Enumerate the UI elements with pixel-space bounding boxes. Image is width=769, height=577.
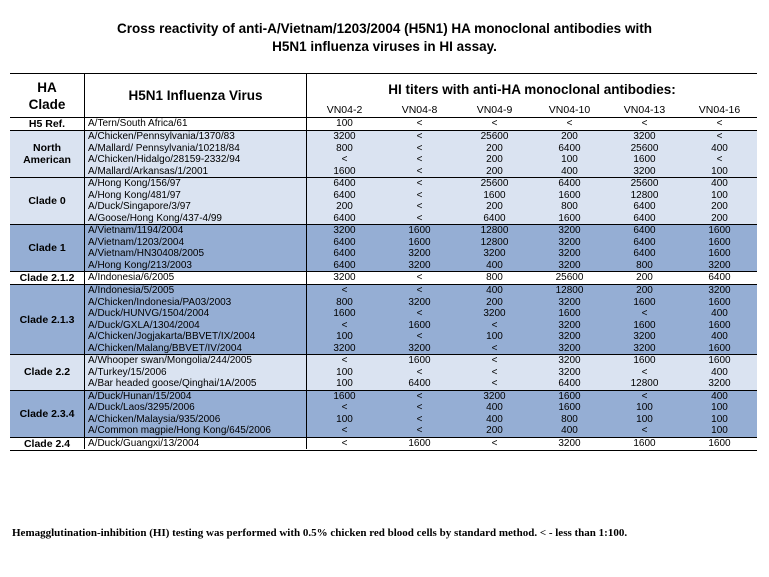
titer-cell: 1600 <box>558 390 581 402</box>
titer-cell: < <box>416 390 423 402</box>
header-mab: VN04-16 <box>698 104 741 116</box>
table-row <box>84 378 757 390</box>
titer-cell: < <box>416 366 423 378</box>
titer-cell: 3200 <box>558 355 581 366</box>
titer-cell: 100 <box>711 402 728 413</box>
virus-name: A/Vietnam/1194/2004 <box>88 225 184 236</box>
titer-cell: 1600 <box>483 189 506 201</box>
titer-cell: 400 <box>486 402 503 413</box>
titer-cell: 3200 <box>408 342 431 354</box>
titer-cell: 400 <box>711 331 728 342</box>
clade-group <box>10 354 757 390</box>
clade-group <box>10 177 757 224</box>
titer-cell: 100 <box>636 413 653 425</box>
virus-name: A/Duck/Laos/3295/2006 <box>88 402 195 413</box>
titer-values <box>306 331 757 343</box>
footnote: Hemagglutination-inhibition (HI) testing was performed with 0.5% chicken red blood cells by standard method. < - less than 1:100. <box>12 527 628 539</box>
titer-cell: 3200 <box>708 285 731 296</box>
titer-cell: < <box>641 366 648 378</box>
titer-cell: 100 <box>711 189 728 201</box>
virus-name: A/Indonesia/6/2005 <box>88 272 175 283</box>
titer-cell: 1600 <box>408 225 431 236</box>
titer-cell: 3200 <box>333 272 356 283</box>
table-row <box>84 131 757 143</box>
titer-cell: 1600 <box>633 154 656 165</box>
table-header <box>10 74 757 117</box>
titer-cell: 400 <box>486 413 503 425</box>
titer-cell: < <box>641 308 648 319</box>
titer-cell: < <box>416 413 423 425</box>
clade-group <box>10 284 757 354</box>
table-row <box>84 166 757 178</box>
titer-cell: 3200 <box>558 366 581 378</box>
titer-cell: 100 <box>336 366 353 378</box>
header-mab: VN04-2 <box>326 104 363 116</box>
titer-cell: 1600 <box>408 319 431 331</box>
titer-values <box>306 143 757 155</box>
titer-values <box>306 367 757 379</box>
table-row <box>84 391 757 403</box>
titer-cell: 6400 <box>333 189 356 201</box>
titer-cell: 3200 <box>558 437 581 449</box>
titer-cell: < <box>641 425 648 436</box>
table-title <box>0 20 769 56</box>
titer-cell: 400 <box>561 425 578 436</box>
titer-cell: 200 <box>486 425 503 436</box>
titer-cell: 6400 <box>633 236 656 248</box>
titer-cell: < <box>341 425 348 436</box>
title-line-2: H5N1 influenza viruses in HI assay. <box>272 39 497 54</box>
titer-values <box>306 131 757 143</box>
titer-values <box>306 166 757 178</box>
titer-cell: < <box>641 118 648 129</box>
titer-cell: 1600 <box>708 296 731 308</box>
titer-cell: 800 <box>561 413 578 425</box>
titer-cell: 200 <box>711 212 728 224</box>
titer-cell: < <box>416 201 423 212</box>
virus-name: A/Vietnam/HN30408/2005 <box>88 248 205 259</box>
table-row <box>84 438 757 450</box>
titer-cell: < <box>416 118 423 129</box>
header-mab: VN04-10 <box>548 104 591 116</box>
titer-cell: 1600 <box>333 390 356 402</box>
virus-name: A/Duck/HUNVG/1504/2004 <box>88 308 210 319</box>
table-row <box>84 178 757 190</box>
table-row <box>84 118 757 130</box>
titer-cell: < <box>416 154 423 165</box>
clade-group <box>10 390 757 437</box>
titer-cell: 6400 <box>483 212 506 224</box>
titer-cell: 1600 <box>333 308 356 319</box>
titer-cell: 200 <box>561 131 578 142</box>
titer-cell: 3200 <box>633 331 656 342</box>
titer-cell: 3200 <box>558 342 581 354</box>
titer-cell: < <box>341 437 348 449</box>
titer-cell: 3200 <box>633 165 656 177</box>
titer-cell: < <box>416 131 423 142</box>
titer-cell: 1600 <box>633 319 656 331</box>
titer-cell: 200 <box>486 154 503 165</box>
titer-cell: 1600 <box>408 437 431 449</box>
titer-cell: 200 <box>711 201 728 212</box>
virus-name: A/Tern/South Africa/61 <box>88 118 188 129</box>
clade-label: Clade 2.2 <box>23 366 71 379</box>
titer-cell: 800 <box>336 142 353 154</box>
virus-name: A/Vietnam/1203/2004 <box>88 236 185 248</box>
titer-values <box>306 190 757 202</box>
titer-cell: 6400 <box>333 212 356 224</box>
titer-cell: 25600 <box>555 272 584 283</box>
titer-cell: < <box>491 355 498 366</box>
clade-group <box>10 271 757 284</box>
titer-cell: 12800 <box>480 225 509 236</box>
titer-cell: < <box>416 272 423 283</box>
titer-cell: 3200 <box>333 225 356 236</box>
titer-cell: 6400 <box>708 272 731 283</box>
table-row <box>84 355 757 367</box>
titer-cell: < <box>416 331 423 342</box>
table-row <box>84 154 757 166</box>
virus-name: A/Hong Kong/213/2003 <box>88 259 192 271</box>
titer-cell: 1600 <box>708 236 731 248</box>
virus-name: A/Duck/Hunan/15/2004 <box>88 390 192 402</box>
header-mab: VN04-9 <box>476 104 513 116</box>
virus-name: A/Chicken/Hidalgo/28159-2332/94 <box>88 154 241 165</box>
titer-cell: 12800 <box>480 236 509 248</box>
titer-values <box>306 201 757 213</box>
titer-cell: < <box>716 131 723 142</box>
titer-cell: 6400 <box>408 378 431 389</box>
table-row <box>84 367 757 379</box>
titer-cell: < <box>491 319 498 331</box>
titer-cell: 6400 <box>633 201 656 212</box>
clade-label: North American <box>23 142 71 166</box>
table-row <box>84 425 757 437</box>
virus-name: A/Mallard/Arkansas/1/2001 <box>88 165 209 177</box>
titer-cell: 800 <box>636 259 653 271</box>
clade-group <box>10 117 757 130</box>
titer-cell: 200 <box>636 272 653 283</box>
titer-values <box>306 320 757 332</box>
titer-cell: 6400 <box>333 178 356 189</box>
titer-cell: 1600 <box>708 342 731 354</box>
titer-cell: 3200 <box>558 259 581 271</box>
table-row <box>84 343 757 355</box>
clade-label: Clade 2.1.2 <box>19 272 75 284</box>
titer-cell: < <box>416 178 423 189</box>
titer-cell: 6400 <box>633 212 656 224</box>
table-row <box>84 143 757 155</box>
titer-values <box>306 425 757 437</box>
titer-cell: < <box>416 165 423 177</box>
titer-cell: 3200 <box>708 259 731 271</box>
titer-cell: < <box>491 118 498 129</box>
titer-values <box>306 414 757 426</box>
titer-cell: 400 <box>711 390 728 402</box>
titer-cell: 200 <box>486 142 503 154</box>
titer-cell: 12800 <box>630 378 659 389</box>
titer-cell: < <box>341 402 348 413</box>
titer-cell: 1600 <box>633 355 656 366</box>
titer-cell: 100 <box>336 118 353 129</box>
titer-cell: 400 <box>486 285 503 296</box>
titer-cell: 3200 <box>558 236 581 248</box>
virus-name: A/Chicken/Indonesia/PA03/2003 <box>88 296 232 308</box>
clade-label: Clade 2.1.3 <box>19 313 75 326</box>
virus-name: A/Duck/Guangxi/13/2004 <box>88 437 200 449</box>
titer-cell: 3200 <box>558 296 581 308</box>
titer-cell: 6400 <box>558 142 581 154</box>
titer-values <box>306 154 757 166</box>
titer-values <box>306 391 757 403</box>
titer-values <box>306 237 757 249</box>
table-row <box>84 201 757 213</box>
titer-cell: < <box>491 437 498 449</box>
titer-cell: < <box>716 154 723 165</box>
titer-cell: 1600 <box>633 437 656 449</box>
titer-cell: 12800 <box>630 189 659 201</box>
titer-values <box>306 285 757 297</box>
titer-values <box>306 178 757 190</box>
titer-cell: < <box>416 425 423 436</box>
titer-cell: 3200 <box>558 331 581 342</box>
virus-name: A/Chicken/Malaysia/935/2006 <box>88 413 221 425</box>
titer-cell: 6400 <box>333 259 356 271</box>
titer-values <box>306 260 757 272</box>
table-row <box>84 414 757 426</box>
titer-cell: 400 <box>711 308 728 319</box>
titer-cell: < <box>416 402 423 413</box>
table-body <box>10 117 757 450</box>
titer-cell: < <box>416 189 423 201</box>
titer-cell: < <box>416 308 423 319</box>
header-mab: VN04-13 <box>623 104 666 116</box>
titer-cell: 12800 <box>555 285 584 296</box>
titer-cell: 6400 <box>333 236 356 248</box>
titer-cell: 400 <box>561 165 578 177</box>
virus-name: A/Whooper swan/Mongolia/244/2005 <box>88 355 252 366</box>
table-row <box>84 190 757 202</box>
titer-values <box>306 438 757 450</box>
header-hi-titers: HI titers with anti-HA monoclonal antibodies: <box>306 74 757 104</box>
clade-label: Clade 2.3.4 <box>19 407 75 420</box>
table-row <box>84 402 757 414</box>
clade-label: Clade 0 <box>28 195 66 207</box>
titer-cell: 3200 <box>408 259 431 271</box>
virus-name: A/Bar headed goose/Qinghai/1A/2005 <box>88 378 257 389</box>
titer-cell: 3200 <box>483 248 506 259</box>
titer-cell: 25600 <box>480 131 509 142</box>
titer-cell: 25600 <box>480 178 509 189</box>
titer-cell: 1600 <box>708 355 731 366</box>
titer-cell: 100 <box>636 402 653 413</box>
header-virus: H5N1 Influenza Virus <box>84 74 306 117</box>
titer-cell: 1600 <box>558 308 581 319</box>
titer-cell: 6400 <box>333 248 356 259</box>
virus-name: A/Duck/Singapore/3/97 <box>88 201 191 212</box>
titer-cell: 100 <box>336 413 353 425</box>
titer-cell: 3200 <box>333 342 356 354</box>
title-line-1: Cross reactivity of anti-A/Vietnam/1203/2004 (H5N1) HA monoclonal antibodies with <box>117 21 652 36</box>
titer-cell: 200 <box>486 296 503 308</box>
header-ha-clade <box>10 74 84 117</box>
titer-cell: 25600 <box>630 142 659 154</box>
titer-cell: 800 <box>561 201 578 212</box>
header-clade-line-1: HA <box>37 79 57 95</box>
titer-values <box>306 402 757 414</box>
titer-cell: 1600 <box>558 402 581 413</box>
titer-cell: 200 <box>486 165 503 177</box>
header-antibodies <box>306 104 757 117</box>
titer-values <box>306 308 757 320</box>
virus-name: A/Indonesia/5/2005 <box>88 285 175 296</box>
titer-cell: 3200 <box>558 319 581 331</box>
titer-cell: 3200 <box>708 378 731 389</box>
titer-cell: 1600 <box>708 248 731 259</box>
virus-name: A/Common magpie/Hong Kong/645/2006 <box>88 425 271 436</box>
table-row <box>84 260 757 272</box>
titer-cell: 1600 <box>333 165 356 177</box>
virus-name: A/Hong Kong/156/97 <box>88 178 181 189</box>
titer-cell: 800 <box>486 272 503 283</box>
virus-name: A/Chicken/Malang/BBVET/IV/2004 <box>88 342 242 354</box>
titer-values <box>306 118 757 130</box>
titer-cell: 200 <box>486 201 503 212</box>
titer-cell: < <box>341 319 348 331</box>
clade-label: H5 Ref. <box>28 118 66 130</box>
titer-cell: 200 <box>336 201 353 212</box>
titer-values <box>306 272 757 284</box>
table-row <box>84 285 757 297</box>
titer-cell: 200 <box>636 285 653 296</box>
titer-cell: 1600 <box>708 319 731 331</box>
table-row <box>84 237 757 249</box>
titer-cell: 6400 <box>633 225 656 236</box>
titer-cell: 3200 <box>558 225 581 236</box>
titer-cell: 400 <box>711 366 728 378</box>
table-row <box>84 213 757 225</box>
titer-cell: 3200 <box>333 131 356 142</box>
titer-cell: 100 <box>711 413 728 425</box>
table-row <box>84 331 757 343</box>
titer-cell: 400 <box>486 259 503 271</box>
titer-cell: 3200 <box>558 248 581 259</box>
titer-cell: 400 <box>711 142 728 154</box>
titer-cell: 3200 <box>633 131 656 142</box>
titer-cell: 3200 <box>483 308 506 319</box>
titer-cell: 3200 <box>483 390 506 402</box>
titer-cell: 6400 <box>558 378 581 389</box>
virus-name: A/Chicken/Jogjakarta/BBVET/IX/2004 <box>88 331 256 342</box>
titer-cell: 800 <box>336 296 353 308</box>
table-row <box>84 308 757 320</box>
titer-cell: < <box>491 366 498 378</box>
hi-titer-table <box>10 73 757 451</box>
clade-label: Clade 2.4 <box>23 437 71 450</box>
clade-group <box>10 130 757 177</box>
virus-name: A/Duck/GXLA/1304/2004 <box>88 319 200 331</box>
titer-cell: 1600 <box>408 236 431 248</box>
titer-cell: 1600 <box>558 212 581 224</box>
table-row <box>84 225 757 237</box>
titer-cell: < <box>341 355 348 366</box>
titer-cell: 3200 <box>408 296 431 308</box>
titer-cell: < <box>566 118 573 129</box>
titer-cell: 1600 <box>708 437 731 449</box>
titer-cell: 100 <box>711 165 728 177</box>
titer-values <box>306 297 757 309</box>
header-mab: VN04-8 <box>401 104 438 116</box>
titer-cell: < <box>341 285 348 296</box>
clade-group <box>10 437 757 450</box>
titer-cell: < <box>641 390 648 402</box>
titer-cell: 1600 <box>708 225 731 236</box>
titer-cell: 25600 <box>630 178 659 189</box>
clade-group <box>10 224 757 271</box>
table-row <box>84 297 757 309</box>
titer-cell: < <box>416 212 423 224</box>
titer-cell: < <box>341 154 348 165</box>
titer-cell: < <box>491 342 498 354</box>
titer-values <box>306 378 757 390</box>
titer-cell: 100 <box>336 378 353 389</box>
clade-label: Clade 1 <box>28 242 66 254</box>
table-row <box>84 272 757 284</box>
header-clade-line-2: Clade <box>28 96 66 112</box>
virus-name: A/Hong Kong/481/97 <box>88 189 181 201</box>
titer-cell: 3200 <box>633 342 656 354</box>
titer-values <box>306 343 757 355</box>
titer-cell: 100 <box>336 331 353 342</box>
titer-cell: < <box>491 378 498 389</box>
titer-cell: 1600 <box>633 296 656 308</box>
titer-values <box>306 355 757 367</box>
virus-name: A/Goose/Hong Kong/437-4/99 <box>88 212 222 224</box>
virus-name: A/Chicken/Pennsylvania/1370/83 <box>88 131 235 142</box>
titer-cell: 1600 <box>558 189 581 201</box>
titer-cell: < <box>416 285 423 296</box>
virus-name: A/Mallard/ Pennsylvania/10218/84 <box>88 142 240 154</box>
titer-values <box>306 248 757 260</box>
titer-cell: < <box>716 118 723 129</box>
table-row <box>84 320 757 332</box>
titer-cell: 100 <box>561 154 578 165</box>
titer-cell: 100 <box>486 331 503 342</box>
virus-name: A/Turkey/15/2006 <box>88 366 167 378</box>
titer-cell: 100 <box>711 425 728 436</box>
titer-cell: < <box>416 142 423 154</box>
titer-cell: 1600 <box>408 355 431 366</box>
titer-cell: 6400 <box>558 178 581 189</box>
titer-values <box>306 225 757 237</box>
titer-cell: 6400 <box>633 248 656 259</box>
table-row <box>84 248 757 260</box>
titer-values <box>306 213 757 225</box>
titer-cell: 3200 <box>408 248 431 259</box>
titer-cell: 400 <box>711 178 728 189</box>
